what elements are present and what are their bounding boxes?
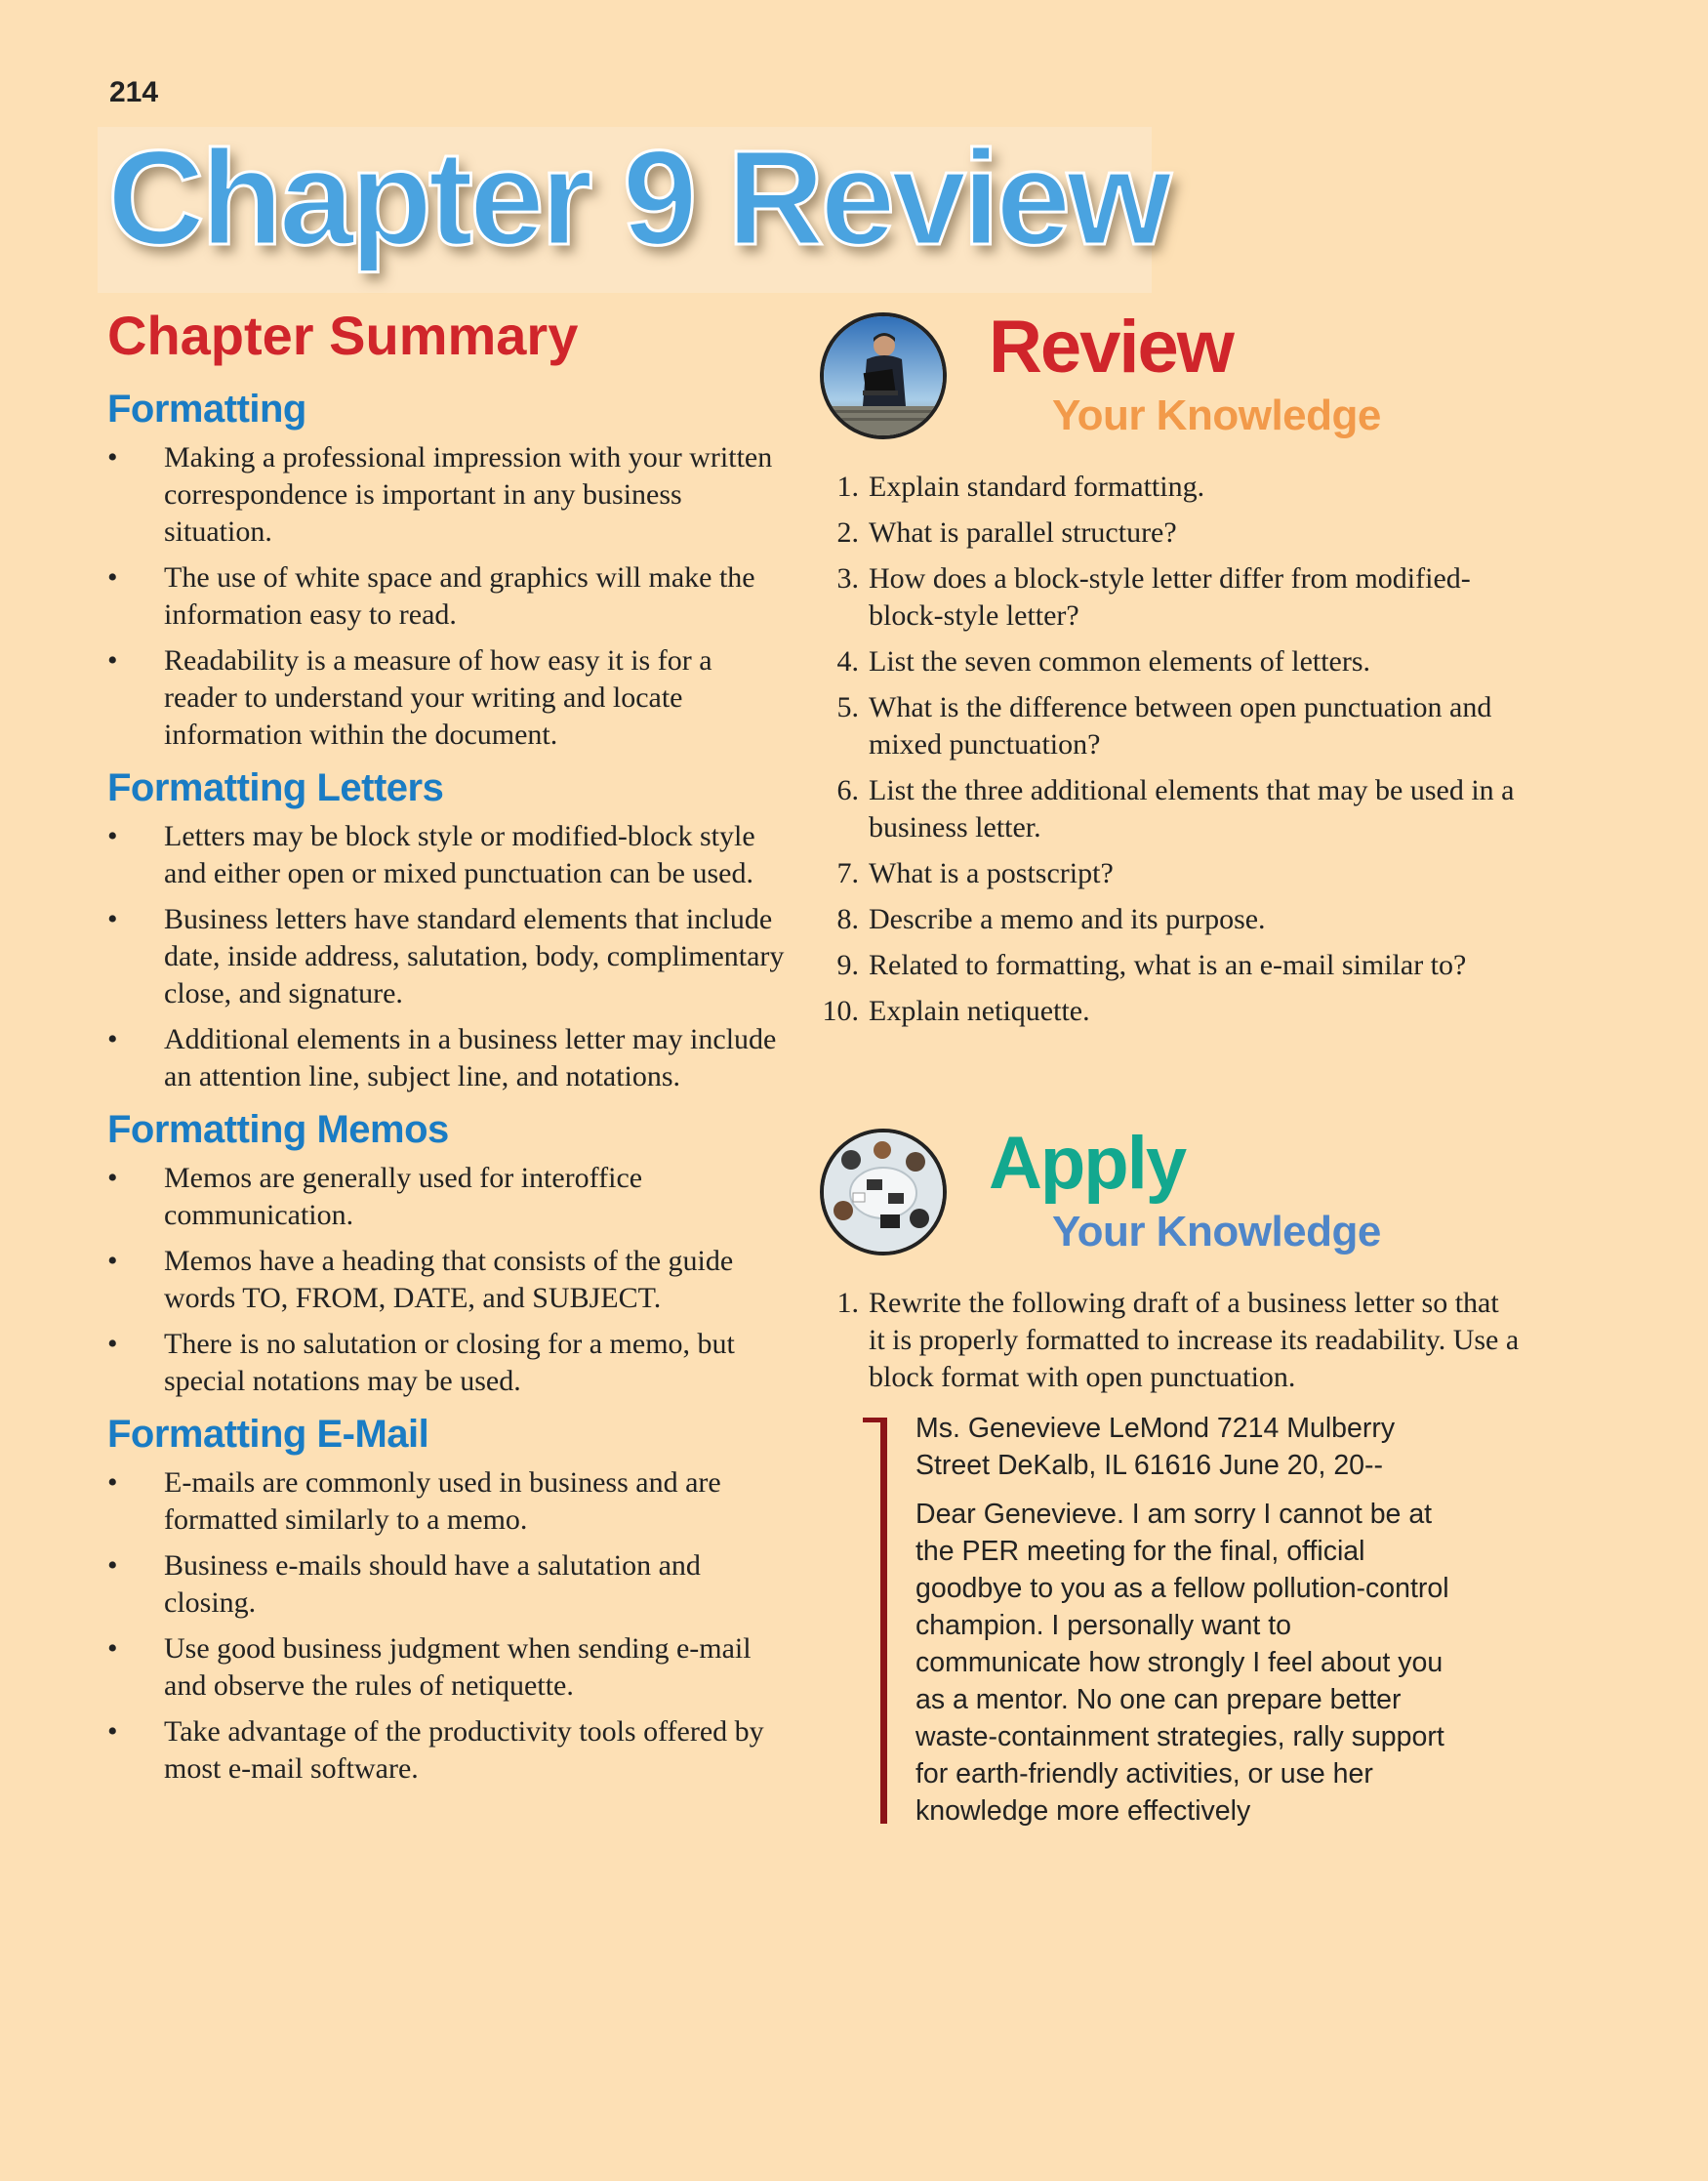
list-item: 1. Explain standard formatting. — [836, 471, 1205, 503]
summary-section-formatting-letters — [107, 765, 791, 1095]
summary-heading: Chapter Summary — [107, 305, 579, 366]
review-title: Review — [989, 306, 1233, 389]
review-and-apply — [818, 306, 1521, 1841]
list-item: 6. List the three additional elements that may be used in a business letter. — [836, 774, 1515, 844]
summary-bullet: • Making a professional impression with your written correspondence is important in any business situation. — [107, 439, 791, 551]
list-item: 5. What is the difference between open punctuation and mixed punctuation? — [836, 691, 1492, 761]
section-heading: Formatting — [107, 388, 306, 432]
summary-bullet: • Memos have a heading that consists of the guide words TO, FROM, DATE, and SUBJECT. — [107, 1243, 791, 1317]
list-item: 2. What is parallel structure? — [836, 516, 1177, 549]
list-item: 9. Related to formatting, what is an e-mail similar to? — [836, 949, 1467, 981]
letter-draft-bracket — [880, 1418, 887, 1824]
review-questions — [818, 469, 1521, 1030]
section-heading: Formatting Letters — [107, 766, 444, 810]
summary-bullet: • Readability is a measure of how easy it is for a reader to understand your writing and locate information within the document. — [107, 642, 791, 754]
list-item: 7. What is a postscript? — [836, 857, 1114, 889]
apply-title: Apply — [989, 1122, 1186, 1205]
review-your-knowledge-header — [818, 306, 1521, 459]
letter-draft-paragraph: Dear Genevieve. I am sorry I cannot be at the PER meeting for the final, official goodbye to you as a fellow pollution-control champion. I personally want to communicate how strongly I feel about you as a mentor. No one can prepare better waste-containment strategies, rally support for earth-friendly activities, or use her knowledge more effectively — [915, 1499, 1449, 1827]
summary-bullet: • Take advantage of the productivity tools offered by most e-mail software. — [107, 1713, 791, 1788]
businessman-laptop-photo-icon — [820, 312, 947, 439]
summary-section-formatting — [107, 387, 791, 754]
summary-section-formatting-memos — [107, 1107, 791, 1400]
chapter-summary — [107, 305, 791, 1799]
list-item: 4. List the seven common elements of letters. — [836, 645, 1371, 678]
summary-bullet: • E-mails are commonly used in business and are formatted similarly to a memo. — [107, 1464, 791, 1539]
list-item: 3. How does a block-style letter differ from modified-block-style letter? — [836, 562, 1471, 632]
list-item: 10. Explain netiquette. — [822, 995, 1090, 1027]
chapter-title: Chapter 9 Review — [107, 123, 1168, 273]
summary-bullet: • Additional elements in a business letter may include an attention line, subject line, and notations. — [107, 1021, 791, 1095]
apply-your-knowledge-header — [818, 1122, 1521, 1275]
section-heading: Formatting E-Mail — [107, 1413, 429, 1457]
list-item: 8. Describe a memo and its purpose. — [836, 903, 1266, 935]
summary-bullet: • Letters may be block style or modified-block style and either open or mixed punctuation can be used. — [107, 818, 791, 892]
summary-bullet: • There is no salutation or closing for a memo, but special notations may be used. — [107, 1326, 791, 1400]
summary-bullet: • Business letters have standard elements that include date, inside address, salutation, body, complimentary close, and signature. — [107, 901, 791, 1012]
summary-section-formatting-email — [107, 1412, 791, 1788]
page-number: 214 — [109, 76, 159, 108]
summary-bullet: • Memos are generally used for interoffice communication. — [107, 1160, 791, 1234]
summary-bullet: • The use of white space and graphics will make the information easy to read. — [107, 559, 791, 634]
team-meeting-photo-icon — [820, 1129, 947, 1255]
list-item: 1. Rewrite the following draft of a business letter so that it is properly formatted to increase its readability. Use a block format with open punctuation. — [836, 1287, 1520, 1393]
apply-subtitle: Your Knowledge — [1052, 1208, 1381, 1255]
review-subtitle: Your Knowledge — [1052, 391, 1381, 439]
summary-bullet: • Use good business judgment when sending e-mail and observe the rules of netiquette. — [107, 1630, 791, 1705]
letter-draft — [869, 1410, 1462, 1830]
section-heading: Formatting Memos — [107, 1108, 449, 1152]
letter-draft-paragraph: Ms. Genevieve LeMond 7214 Mulberry Street DeKalb, IL 61616 June 20, 20-- — [915, 1413, 1396, 1481]
summary-bullet: • Business e-mails should have a salutation and closing. — [107, 1547, 791, 1622]
apply-questions — [818, 1285, 1521, 1396]
